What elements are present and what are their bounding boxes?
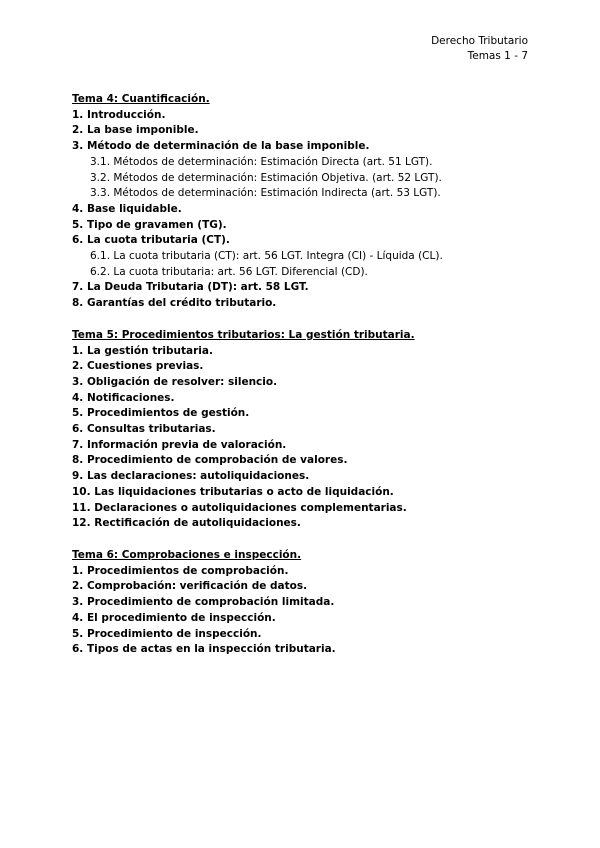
list-subitem: 3.3. Métodos de determinación: Estimación Indirecta (art. 53 LGT). (90, 187, 441, 200)
list-item: 3. Método de determinación de la base imponible. (72, 140, 370, 153)
header-topics: Temas 1 - 7 (467, 50, 528, 62)
list-item: 3. Obligación de resolver: silencio. (72, 375, 278, 388)
list-item: 5. Procedimiento de inspección. (72, 627, 262, 640)
list-item: 4. El procedimiento de inspección. (72, 611, 276, 624)
list-item: 7. Información previa de valoración. (72, 438, 287, 451)
list-item: 1. La gestión tributaria. (72, 344, 213, 357)
list-item: 2. Cuestiones previas. (72, 360, 204, 373)
list-item: 1. Introducción. (72, 108, 166, 121)
section-title: Tema 5: Procedimientos tributarios: La gestión tributaria. (72, 328, 415, 341)
list-item: 6. Tipos de actas en la inspección tributaria. (72, 643, 336, 656)
section-title: Tema 6: Comprobaciones e inspección. (72, 548, 302, 561)
section (72, 92, 542, 312)
list-item: 1. Procedimientos de comprobación. (72, 564, 289, 577)
list-item: 4. Notificaciones. (72, 391, 175, 404)
list-item: 7. La Deuda Tributaria (DT): art. 58 LGT. (72, 281, 309, 294)
list-subitem: 6.2. La cuota tributaria: art. 56 LGT. Diferencial (CD). (90, 265, 368, 278)
list-subitem: 6.1. La cuota tributaria (CT): art. 56 LGT. Integra (CI) - Líquida (CL). (90, 250, 443, 263)
list-item: 6. Consultas tributarias. (72, 423, 216, 436)
list-item: 4. Base liquidable. (72, 202, 182, 215)
list-subitem: 3.2. Métodos de determinación: Estimación Objetiva. (art. 52 LGT). (90, 171, 442, 184)
list-subitem: 3.1. Métodos de determinación: Estimación Directa (art. 51 LGT). (90, 155, 433, 168)
list-item: 5. Tipo de gravamen (TG). (72, 218, 227, 231)
list-item: 6. La cuota tributaria (CT). (72, 234, 230, 247)
document-body (72, 92, 542, 674)
list-item: 12. Rectificación de autoliquidaciones. (72, 517, 301, 530)
section (72, 328, 542, 532)
page-header (431, 34, 528, 64)
list-item: 2. La base imponible. (72, 124, 199, 137)
section-title: Tema 4: Cuantificación. (72, 93, 210, 105)
section (72, 548, 542, 658)
list-item: 9. Las declaraciones: autoliquidaciones. (72, 470, 310, 483)
list-item: 5. Procedimientos de gestión. (72, 407, 250, 420)
list-item: 8. Garantías del crédito tributario. (72, 297, 277, 310)
list-item: 10. Las liquidaciones tributarias o acto de liquidación. (72, 485, 394, 498)
list-item: 3. Procedimiento de comprobación limitada. (72, 596, 335, 609)
list-item: 11. Declaraciones o autoliquidaciones complementarias. (72, 501, 407, 514)
list-item: 2. Comprobación: verificación de datos. (72, 580, 308, 593)
header-subject: Derecho Tributario (431, 35, 528, 47)
list-item: 8. Procedimiento de comprobación de valores. (72, 454, 348, 467)
